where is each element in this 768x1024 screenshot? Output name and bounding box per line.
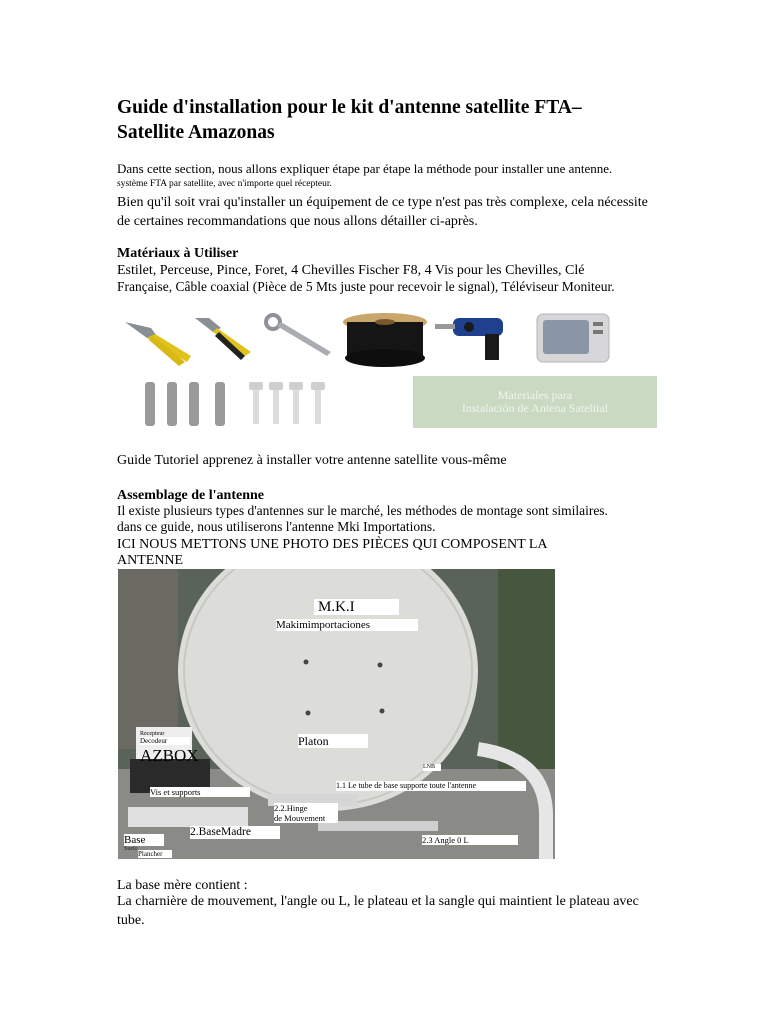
cable-reel-icon — [343, 313, 427, 367]
label-base: Base — [124, 834, 164, 846]
caps-line-1: ICI NOUS METTONS UNE PHOTO DES PIÈCES QUI COMPOSENT LA — [117, 537, 548, 552]
materials-heading: Matériaux à Utiliser — [117, 246, 239, 261]
base-description-line-1: La charnière de mouvement, l'angle ou L, le plateau et la sangle qui maintient le plateau avec — [117, 894, 639, 909]
tools-image — [117, 310, 657, 430]
caps-line-2: ANTENNE — [117, 553, 184, 568]
screws-icon — [249, 382, 325, 424]
intro-line-2: système FTA par satellite, avec n'importe quel récepteur. — [117, 179, 332, 189]
paragraph-1-line-1: Bien qu'il soit vrai qu'installer un équipement de ce type n'est pas très complexe, cela nécessite — [117, 195, 648, 210]
document-title — [117, 95, 677, 145]
drill-icon — [435, 318, 503, 360]
label-hinge-2: de Mouvement — [274, 813, 338, 823]
banner-line-1: Materiales para — [497, 388, 573, 402]
label-makimimportaciones: Makimimportaciones — [276, 619, 418, 631]
label-angle: 2.3 Angle 0 L — [422, 835, 518, 845]
assembly-heading: Assemblage de l'antenne — [117, 488, 264, 503]
label-plancher: Plancher — [138, 850, 172, 858]
label-suelo: Suelo — [124, 846, 138, 852]
label-mki: M.K.I — [314, 599, 399, 615]
paragraph-1-line-2: de certaines recommandations que nous allons détailler ci-après. — [117, 214, 478, 229]
pliers-icon — [125, 322, 191, 366]
assembly-line-1: Il existe plusieurs types d'antennes sur le marché, les méthodes de montage sont similaires. — [117, 503, 608, 518]
tutorial-line: Guide Tutoriel apprenez à installer votre antenne satellite vous-même — [117, 453, 507, 468]
cutter-pliers-icon — [195, 318, 251, 360]
wall-anchors-icon — [145, 382, 225, 426]
title-line-2: Satellite Amazonas — [117, 122, 275, 143]
label-basemadre: 2.BaseMadre — [190, 826, 280, 839]
tools-banner — [413, 376, 657, 428]
materials-line-2: Française, Câble coaxial (Pièce de 5 Mts juste pour recevoir le signal), Téléviseur Moniteur. — [117, 279, 615, 294]
base-line: La base mère contient : — [117, 878, 248, 893]
label-vis-supports: Vis et supports — [150, 787, 250, 797]
label-hinge-1: 2.2.Hinge — [274, 803, 338, 813]
label-decodeur: Decodeur — [140, 737, 190, 745]
wrench-icon — [266, 315, 331, 356]
label-platon: Platon — [298, 734, 368, 748]
label-tube: 1.1 Le tube de base supporte toute l'antenne — [336, 781, 526, 791]
label-lnb: LNB — [423, 764, 441, 771]
materials-line-1: Estilet, Perceuse, Pince, Foret, 4 Chevilles Fischer F8, 4 Vis pour les Chevilles, Clé — [117, 263, 585, 278]
base-description — [117, 892, 677, 930]
antenna-parts-photo — [118, 569, 555, 859]
tv-monitor-icon — [537, 314, 609, 362]
assembly-line-2: dans ce guide, nous utiliserons l'antenne Mki Importations. — [117, 519, 436, 534]
title-line-1: Guide d'installation pour le kit d'antenne satellite FTA– — [117, 97, 582, 118]
intro-line-1: Dans cette section, nous allons expliquer étape par étape la méthode pour installer une antenne. — [117, 161, 613, 176]
banner-line-2: Instalación de Antena Satelital — [461, 401, 609, 415]
paragraph-1 — [117, 193, 677, 231]
label-recepteur: Récepteur — [140, 731, 165, 737]
label-azbox: AZBOX — [140, 747, 199, 764]
base-description-line-2: tube. — [117, 913, 145, 928]
